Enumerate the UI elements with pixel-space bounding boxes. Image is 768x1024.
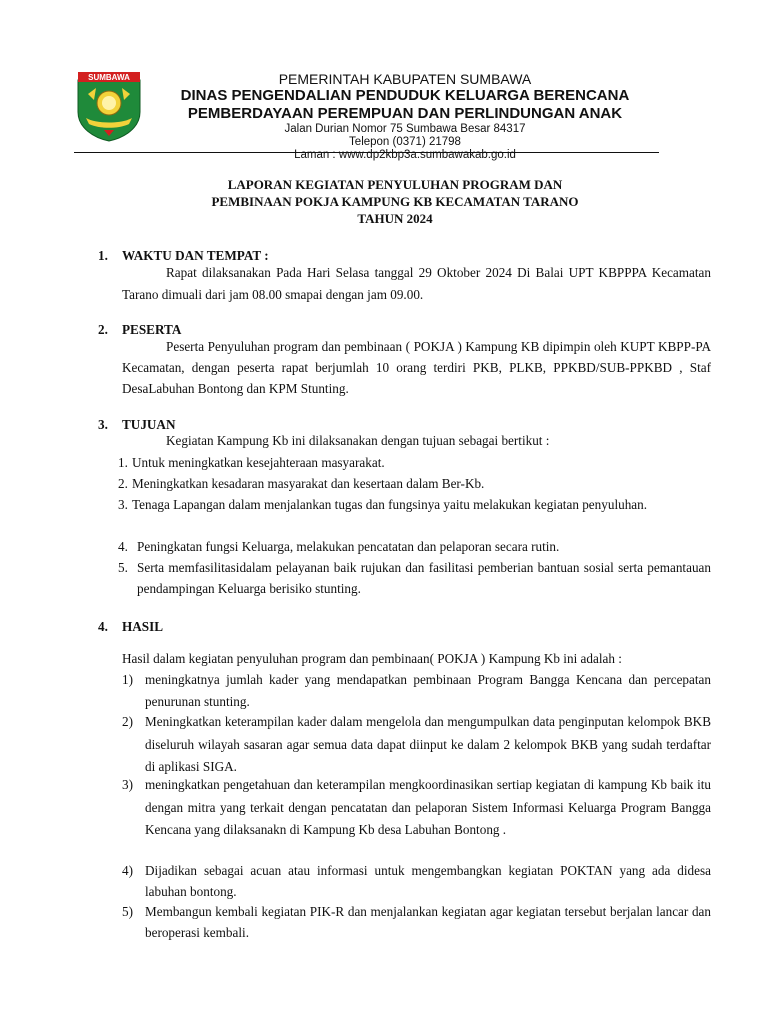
section-number: 1. <box>98 248 108 263</box>
list-item <box>118 473 711 494</box>
sumbawa-crest-logo <box>74 72 144 142</box>
list-number: 3. <box>118 497 128 512</box>
list-text: Tenaga Lapangan dalam menjalankan tugas dan fungsinya yaitu melakukan kegiatan penyuluhan. <box>132 497 648 512</box>
list-item <box>122 860 711 902</box>
list-item <box>118 452 711 473</box>
letterhead-government: PEMERINTAH KABUPATEN SUMBAWA <box>278 71 532 87</box>
report-title-line2: PEMBINAAN POKJA KAMPUNG KB KECAMATAN TARANO <box>211 194 579 209</box>
section-peserta-text: Peserta Penyuluhan program dan pembinaan ( POKJA ) Kampung KB dipimpin oleh KUPT KBPP-PA Kecamatan, dengan peserta rapat berjumlah 10 orang terdiri PKB, PLKB, PPKBD/SUB-PPKBD , Staf DesaLabuhan Bontong dan KPM Stunting. <box>122 339 711 396</box>
list-text: meningkatnya jumlah kader yang mendapatkan pembinaan Program Bangga Kencana dan percepatan penurunan stunting. <box>145 672 711 709</box>
letterhead-address: Jalan Durian Nomor 75 Sumbawa Besar 84317 <box>284 123 526 135</box>
list-number: 4. <box>118 539 128 554</box>
section-tujuan-intro: Kegiatan Kampung Kb ini dilaksanakan dengan tujuan sebagai bertikut : <box>166 433 550 448</box>
list-text: meningkatkan pengetahuan dan keterampilan mengkoordinasikan sertiap kegiatan di kampung Kb baik itu dengan mitra yang terkait dengan pencatatan dan pelaporan Sistem Informasi Keluarga Program Bangga Kencana yang dilaksanakn di Kampung Kb desa Labuhan Bontong . <box>145 777 711 837</box>
list-number: 2. <box>118 476 128 491</box>
list-number: 5) <box>122 904 133 919</box>
list-item <box>118 494 711 515</box>
letterhead <box>150 71 660 162</box>
letterhead-divider <box>74 152 659 153</box>
report-title <box>100 176 690 227</box>
list-item <box>122 669 711 712</box>
list-number: 4) <box>122 863 133 878</box>
list-text: Meningkatkan keterampilan kader dalam mengelola dan mengumpulkan data penginputan kelompok BKB diseluruh wilayah sasaran agar semua data dapat diinput ke dalam 2 kelompok BKB yang sudah terdaftar di aplikasi SIGA. <box>145 714 711 774</box>
list-item <box>122 774 711 842</box>
list-text: Membangun kembali kegiatan PIK-R dan menjalankan kegiatan agar kegiatan tersebut berjalan lancar dan beroperasi kembali. <box>145 904 711 940</box>
list-number: 1) <box>122 672 133 687</box>
section-number: 4. <box>98 619 108 634</box>
list-item <box>122 901 711 943</box>
list-number: 5. <box>118 560 128 575</box>
section-number: 2. <box>98 322 108 337</box>
section-waktu-text: Rapat dilaksanakan Pada Hari Selasa tanggal 29 Oktober 2024 Di Balai UPT KBPPPA Kecamatan Tarano dimuali dari jam 08.00 smapai dengan jam 09.00. <box>122 265 711 302</box>
report-title-line1: LAPORAN KEGIATAN PENYULUHAN PROGRAM DAN <box>227 177 563 192</box>
list-item <box>122 711 711 779</box>
list-number: 3) <box>122 777 133 792</box>
section-hasil-intro: Hasil dalam kegiatan penyuluhan program dan pembinaan( POKJA ) Kampung Kb ini adalah : <box>122 651 622 666</box>
letterhead-agency-line1: DINAS PENGENDALIAN PENDUDUK KELUARGA BERENCANA <box>180 87 630 104</box>
letterhead-website: Laman : www.dp2kbp3a.sumbawakab.go.id <box>294 149 516 161</box>
section-title: TUJUAN <box>122 417 176 432</box>
section-title: HASIL <box>122 619 164 634</box>
logo-banner-text: SUMBAWA <box>88 73 130 83</box>
list-number: 2) <box>122 714 133 729</box>
letterhead-phone: Telepon (0371) 21798 <box>349 136 461 148</box>
section-number: 3. <box>98 417 108 432</box>
list-text: Serta memfasilitasidalam pelayanan baik rujukan dan fasilitasi pemberian bantuan sosial serta pemantauan pendampingan Keluarga berisiko stunting. <box>137 560 711 596</box>
section-title: PESERTA <box>122 322 182 337</box>
list-item <box>118 536 711 557</box>
list-text: Meningkatkan kesadaran masyarakat dan kesertaan dalam Ber-Kb. <box>132 476 485 491</box>
list-text: Untuk meningkatkan kesejahteraan masyarakat. <box>132 455 385 470</box>
section-title: WAKTU DAN TEMPAT : <box>122 248 269 263</box>
report-title-line3: TAHUN 2024 <box>357 211 433 226</box>
letterhead-agency-line2: PEMBERDAYAAN PEREMPUAN DAN PERLINDUNGAN ANAK <box>187 105 623 122</box>
list-number: 1. <box>118 455 128 470</box>
list-text: Dijadikan sebagai acuan atau informasi untuk mengembangkan kegiatan POKTAN yang ada didesa labuhan bontong. <box>145 863 711 899</box>
list-text: Peningkatan fungsi Keluarga, melakukan pencatatan dan pelaporan secara rutin. <box>137 539 560 554</box>
list-item <box>118 557 711 599</box>
